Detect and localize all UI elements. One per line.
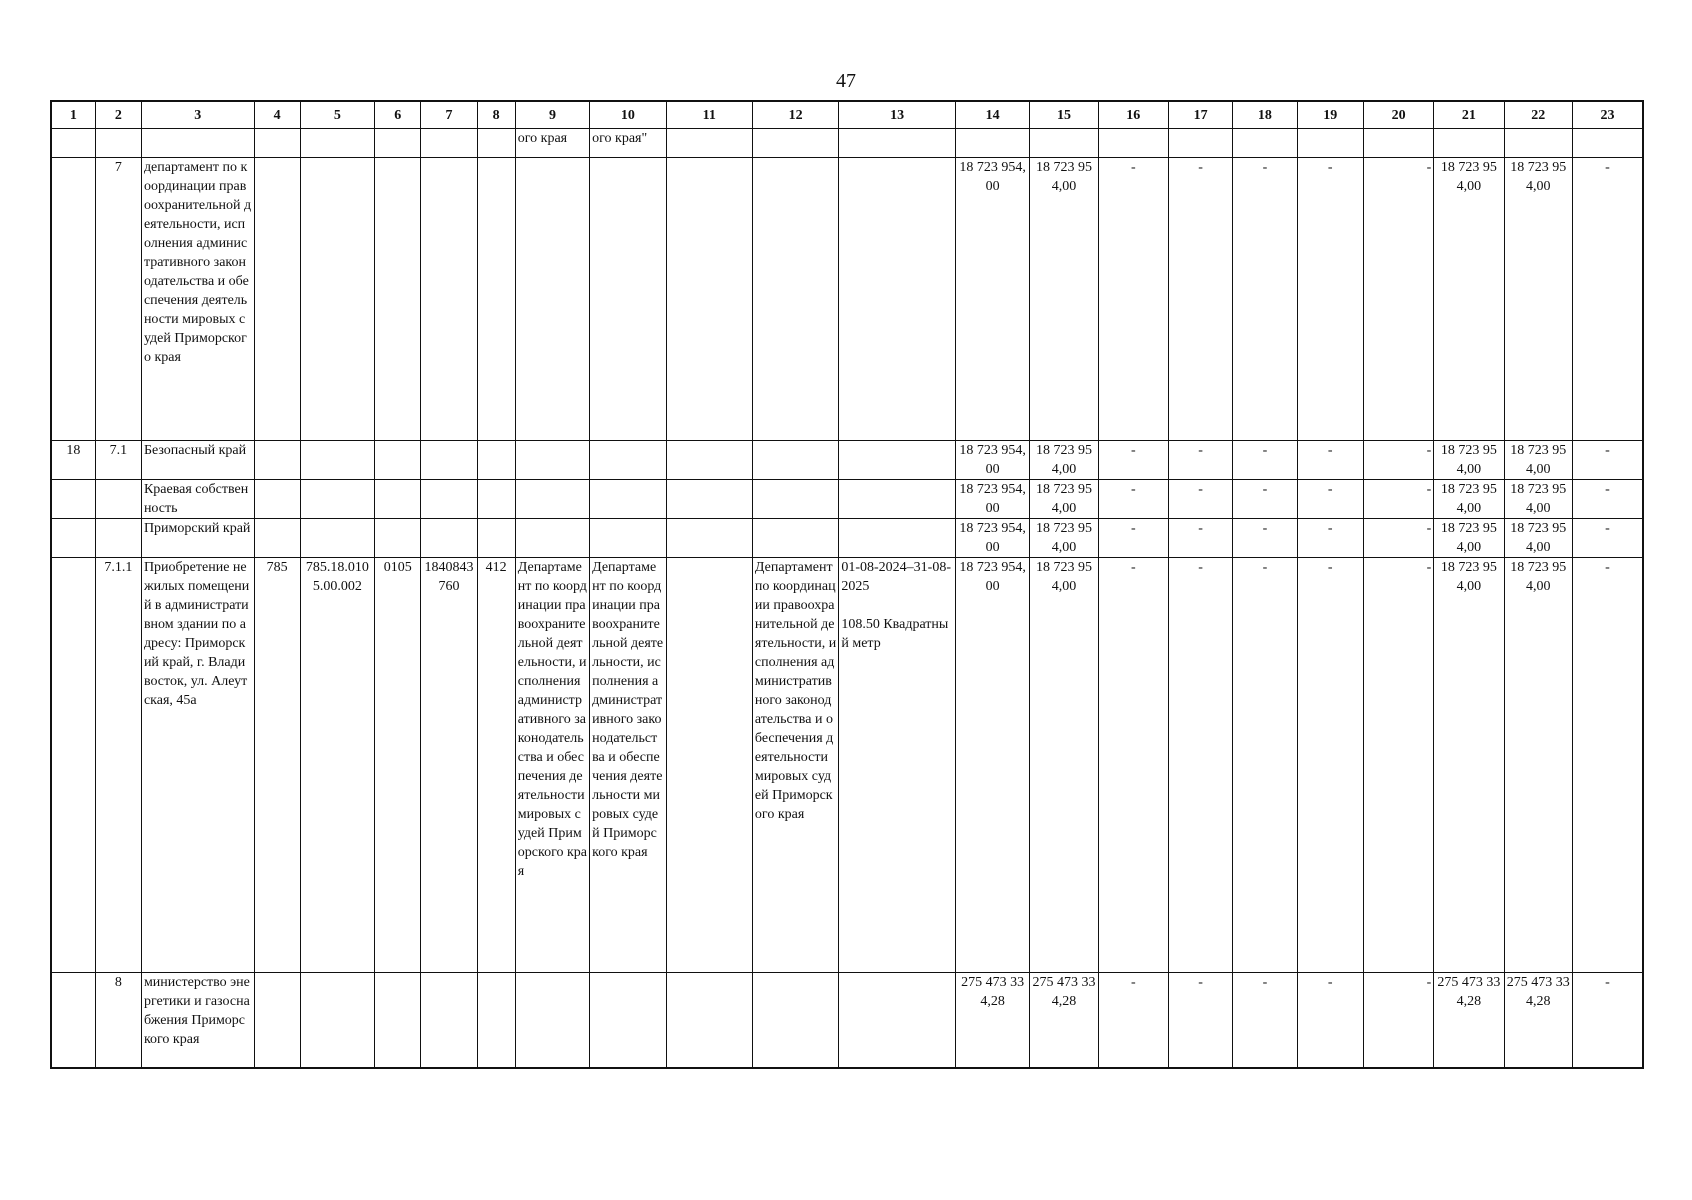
table-row [51,558,1643,973]
cell-expense-type: 412 [477,558,515,973]
cell-target-code: 1840843760 [421,558,477,973]
cell-dash: - [1233,480,1297,519]
cell-code: 7 [95,158,141,441]
table-row [51,441,1643,480]
cell-customer: ого края [515,129,589,158]
cell-dash: - [1098,973,1168,1069]
cell-dash: - [1572,558,1643,973]
table-row [51,973,1643,1069]
cell-dash: - [1572,519,1643,558]
budget-table [50,100,1644,1069]
column-number: 10 [590,101,666,129]
column-number: 14 [955,101,1029,129]
cell-amount: 18 723 954,00 [1504,558,1572,973]
cell-name: министерство энергетики и газоснабжения Приморского края [141,973,254,1069]
cell-amount: 275 473 334,28 [1504,973,1572,1069]
cell-grbs-code: 785 [254,558,300,973]
column-number: 11 [666,101,752,129]
cell-name: Приобретение нежилых помещений в административном здании по адресу: Приморский край, г. Владивосток, ул. Алеутская, 45а [141,558,254,973]
cell-amount: 18 723 954,00 [1434,441,1504,480]
column-number: 5 [300,101,374,129]
column-number: 12 [752,101,838,129]
cell-amount: 18 723 954,00 [1504,519,1572,558]
cell-dash: - [1297,973,1363,1069]
cell-object-code: 785.18.0105.00.002 [300,558,374,973]
cell-amount: 18 723 954,00 [955,441,1029,480]
cell-dash: - [1098,480,1168,519]
column-number: 17 [1168,101,1232,129]
column-number: 2 [95,101,141,129]
cell-amount: 18 723 954,00 [955,480,1029,519]
page-number: 47 [836,70,856,92]
cell-dash: - [1363,441,1433,480]
cell-amount: 18 723 954,00 [955,558,1029,973]
cell-amount: 18 723 954,00 [1434,558,1504,973]
cell-code: 8 [95,973,141,1069]
cell-amount: 275 473 334,28 [955,973,1029,1069]
cell-dash: - [1363,480,1433,519]
cell-dash: - [1233,158,1297,441]
cell-amount: 18 723 954,00 [1434,158,1504,441]
cell-amount: 18 723 954,00 [1030,558,1098,973]
cell-dash: - [1572,973,1643,1069]
column-number: 21 [1434,101,1504,129]
cell-amount: 18 723 954,00 [1504,441,1572,480]
cell-dash: - [1572,441,1643,480]
cell-name: Краевая собственность [141,480,254,519]
cell-dash: - [1297,441,1363,480]
column-number: 23 [1572,101,1643,129]
cell-dash: - [1233,519,1297,558]
cell-dash: - [1297,158,1363,441]
cell-amount: 18 723 954,00 [955,158,1029,441]
cell-dash: - [1233,441,1297,480]
cell-amount: 275 473 334,28 [1030,973,1098,1069]
cell-builder: ого края" [590,129,666,158]
column-number: 4 [254,101,300,129]
cell-amount: 18 723 954,00 [1030,480,1098,519]
cell-dash: - [1572,158,1643,441]
column-number-header [51,101,1643,129]
cell-amount: 18 723 954,00 [1504,480,1572,519]
cell-code: 7.1.1 [95,558,141,973]
cell-amount: 275 473 334,28 [1434,973,1504,1069]
cell-amount: 18 723 954,00 [1030,519,1098,558]
cell-amount: 18 723 954,00 [1030,158,1098,441]
cell-dash: - [1168,441,1232,480]
cell-builder: Департамент по координации правоохранительной деятельности, исполнения административного законодательства и обеспечения деятельности мировых судей Приморского края [590,558,666,973]
cell-dash: - [1233,558,1297,973]
column-number: 6 [375,101,421,129]
cell-amount: 18 723 954,00 [955,519,1029,558]
column-number: 9 [515,101,589,129]
cell-dash: - [1168,519,1232,558]
cell-dash: - [1297,519,1363,558]
column-number: 18 [1233,101,1297,129]
column-number: 7 [421,101,477,129]
cell-dash: - [1297,558,1363,973]
cell-dash: - [1233,973,1297,1069]
continuation-row [51,129,1643,158]
column-number: 22 [1504,101,1572,129]
cell-period-capacity: 01-08-2024–31-08-2025 108.50 Квадратный метр [839,558,956,973]
cell-dash: - [1098,441,1168,480]
cell-name: Безопасный край [141,441,254,480]
column-number: 19 [1297,101,1363,129]
column-number: 16 [1098,101,1168,129]
cell-dash: - [1297,480,1363,519]
cell-amount: 18 723 954,00 [1030,441,1098,480]
cell-dash: - [1098,158,1168,441]
cell-name: департамент по координации правоохранительной деятельности, исполнения административного законодательства и обеспечения деятельности мировых судей Приморского края [141,158,254,441]
cell-row-number: 18 [51,441,95,480]
cell-dash: - [1363,158,1433,441]
column-number: 3 [141,101,254,129]
cell-recipient: Департамент по координации правоохранительной деятельности, исполнения административного законодательства и обеспечения деятельности мировых судей Приморского края [752,558,838,973]
column-number: 8 [477,101,515,129]
cell-dash: - [1168,480,1232,519]
cell-dash: - [1098,519,1168,558]
cell-amount: 18 723 954,00 [1434,519,1504,558]
cell-row-number [51,158,95,441]
cell-dash: - [1572,480,1643,519]
table-row [51,519,1643,558]
column-number: 13 [839,101,956,129]
cell-dash: - [1168,158,1232,441]
table-row [51,158,1643,441]
column-number: 15 [1030,101,1098,129]
cell-customer: Департамент по координации правоохранительной деятельности, исполнения административного законодательства и обеспечения деятельности мировых судей Приморского края [515,558,589,973]
cell-dash: - [1363,558,1433,973]
cell-section-code: 0105 [375,558,421,973]
cell-dash: - [1363,973,1433,1069]
cell-dash: - [1168,558,1232,973]
cell-amount: 18 723 954,00 [1434,480,1504,519]
column-number: 1 [51,101,95,129]
cell-code: 7.1 [95,441,141,480]
cell-amount: 18 723 954,00 [1504,158,1572,441]
cell-dash: - [1098,558,1168,973]
table-row [51,480,1643,519]
cell-name: Приморский край [141,519,254,558]
cell-dash: - [1363,519,1433,558]
column-number: 20 [1363,101,1433,129]
cell-dash: - [1168,973,1232,1069]
